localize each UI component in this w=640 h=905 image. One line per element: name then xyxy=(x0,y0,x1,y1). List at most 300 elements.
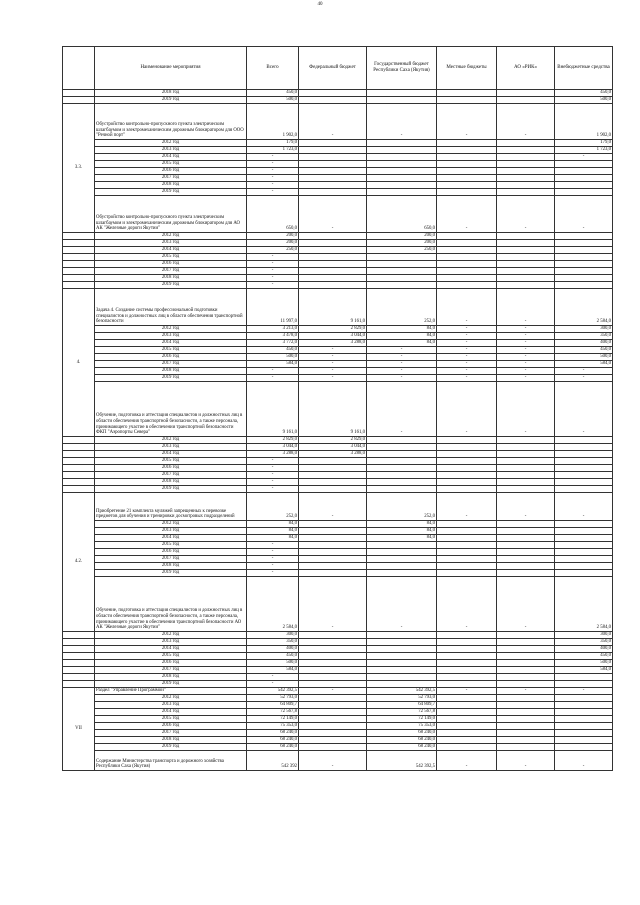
cell-state: 68 240,0 xyxy=(367,737,437,744)
cell-name: Приобретение 21 комплекта муляжей запрещенных к перевозке предметов для обучения и тренировки досмотровых подразделений xyxy=(95,493,247,521)
table-row-year xyxy=(63,479,613,486)
cell-extra xyxy=(555,737,613,744)
cell-local xyxy=(437,563,497,570)
cell-rik xyxy=(497,542,555,549)
cell-extra xyxy=(555,275,613,282)
cell-state xyxy=(367,97,437,104)
cell-federal: - xyxy=(299,104,367,140)
cell-federal xyxy=(299,247,367,254)
cell-name: 2018 год xyxy=(95,563,247,570)
cell-federal xyxy=(299,521,367,528)
cell-state: 84,0 xyxy=(367,333,437,340)
cell-rik xyxy=(497,282,555,289)
cell-total: 179,0 xyxy=(247,140,299,147)
cell-name: 2012 год xyxy=(95,140,247,147)
cell-rik xyxy=(497,702,555,709)
cell-state xyxy=(367,479,437,486)
cell-total: - xyxy=(247,368,299,375)
cell-extra: 2 584,0 xyxy=(555,289,613,326)
budget-table xyxy=(62,46,613,771)
cell-local xyxy=(437,90,497,97)
cell-federal xyxy=(299,90,367,97)
cell-state: 84,0 xyxy=(367,535,437,542)
cell-rik xyxy=(497,730,555,737)
cell-name: 2016 год xyxy=(95,723,247,730)
cell-state xyxy=(367,549,437,556)
cell-state: 72 567,8 xyxy=(367,709,437,716)
cell-name: Обустройство контрольно-пропускного пункта электрическим шлагбаумом и электромеханическим дорожным блокиратором для ООО "Речной порт" xyxy=(95,104,247,140)
cell-local xyxy=(437,472,497,479)
cell-rik xyxy=(497,154,555,161)
cell-state xyxy=(367,681,437,688)
cell-rik xyxy=(497,549,555,556)
cell-name: 2016 год xyxy=(95,168,247,175)
cell-name: 2017 год xyxy=(95,361,247,368)
table-row-activity xyxy=(63,493,613,521)
cell-federal xyxy=(299,723,367,730)
cell-total: 250,0 xyxy=(247,247,299,254)
cell-rik: - xyxy=(497,340,555,347)
cell-local xyxy=(437,161,497,168)
cell-rik xyxy=(497,723,555,730)
cell-rik: - xyxy=(497,368,555,375)
cell-name: 2019 год xyxy=(95,282,247,289)
cell-local xyxy=(437,465,497,472)
cell-rik xyxy=(497,521,555,528)
table-row-year xyxy=(63,744,613,751)
cell-federal xyxy=(299,275,367,282)
cell-total: - xyxy=(247,182,299,189)
cell-federal xyxy=(299,570,367,577)
cell-name: 2012 год xyxy=(95,695,247,702)
cell-extra xyxy=(555,549,613,556)
cell-extra xyxy=(555,437,613,444)
cell-local: - xyxy=(437,196,497,233)
cell-local xyxy=(437,282,497,289)
table-row-year xyxy=(63,632,613,639)
cell-state xyxy=(367,563,437,570)
table-row-year xyxy=(63,375,613,382)
cell-rik xyxy=(497,254,555,261)
cell-local xyxy=(437,695,497,702)
cell-federal xyxy=(299,632,367,639)
cell-code xyxy=(63,660,95,667)
cell-extra xyxy=(555,247,613,254)
cell-total: 84,0 xyxy=(247,528,299,535)
cell-federal xyxy=(299,189,367,196)
header-local: Местные бюджеты xyxy=(437,47,497,90)
cell-rik: - xyxy=(497,326,555,333)
cell-name: 2016 год xyxy=(95,660,247,667)
header-code xyxy=(63,47,95,90)
cell-federal: 3 288,0 xyxy=(299,340,367,347)
cell-total: 450,0 xyxy=(247,653,299,660)
cell-total: 1 723,0 xyxy=(247,147,299,154)
cell-name: 2018 год xyxy=(95,182,247,189)
cell-name: 2018 год xyxy=(95,674,247,681)
cell-name: 2019 год xyxy=(95,744,247,751)
cell-rik xyxy=(497,632,555,639)
cell-rik: - xyxy=(497,354,555,361)
cell-state xyxy=(367,147,437,154)
cell-state xyxy=(367,646,437,653)
cell-total: 52 793,0 xyxy=(247,695,299,702)
cell-local xyxy=(437,549,497,556)
cell-total: 68 240,0 xyxy=(247,737,299,744)
cell-rik xyxy=(497,240,555,247)
cell-total: - xyxy=(247,268,299,275)
cell-total: 542 392,5 xyxy=(247,688,299,695)
cell-name: 2013 год xyxy=(95,528,247,535)
cell-total: - xyxy=(247,563,299,570)
cell-code xyxy=(63,437,95,444)
cell-total: 3 288,0 xyxy=(247,451,299,458)
cell-total: 11 997,0 xyxy=(247,289,299,326)
cell-total: - xyxy=(247,458,299,465)
cell-extra xyxy=(555,182,613,189)
cell-total: 75 353,0 xyxy=(247,723,299,730)
cell-state xyxy=(367,570,437,577)
table-row-year xyxy=(63,737,613,744)
cell-rik xyxy=(497,261,555,268)
cell-extra xyxy=(555,261,613,268)
cell-federal xyxy=(299,97,367,104)
cell-local xyxy=(437,268,497,275)
cell-federal: 2 829,0 xyxy=(299,326,367,333)
cell-local xyxy=(437,458,497,465)
cell-total: 2 584,0 xyxy=(247,577,299,632)
cell-rik xyxy=(497,168,555,175)
cell-state xyxy=(367,254,437,261)
cell-extra xyxy=(555,240,613,247)
cell-state: 200,0 xyxy=(367,240,437,247)
table-row-activity xyxy=(63,104,613,140)
table-row-year xyxy=(63,639,613,646)
cell-code xyxy=(63,465,95,472)
cell-state xyxy=(367,444,437,451)
cell-extra: 300,0 xyxy=(555,326,613,333)
cell-federal: 3 044,0 xyxy=(299,333,367,340)
cell-local xyxy=(437,275,497,282)
table-row-year xyxy=(63,233,613,240)
cell-state: - xyxy=(367,382,437,437)
table-row-year xyxy=(63,354,613,361)
cell-rik xyxy=(497,486,555,493)
table-row-year xyxy=(63,340,613,347)
cell-federal xyxy=(299,639,367,646)
cell-rik xyxy=(497,175,555,182)
cell-state xyxy=(367,556,437,563)
cell-rik xyxy=(497,451,555,458)
table-row-year xyxy=(63,90,613,97)
cell-federal xyxy=(299,563,367,570)
cell-total: 450,0 xyxy=(247,347,299,354)
cell-federal xyxy=(299,702,367,709)
cell-federal xyxy=(299,646,367,653)
cell-name: 2013 год xyxy=(95,444,247,451)
cell-local xyxy=(437,140,497,147)
cell-local: - xyxy=(437,382,497,437)
cell-extra xyxy=(555,528,613,535)
cell-state: 250,0 xyxy=(367,247,437,254)
table-row-year xyxy=(63,268,613,275)
table-row-year xyxy=(63,97,613,104)
table-row-activity xyxy=(63,382,613,437)
cell-extra: - xyxy=(555,688,613,695)
cell-rik: - xyxy=(497,361,555,368)
cell-name: 2013 год xyxy=(95,240,247,247)
cell-local xyxy=(437,639,497,646)
cell-federal xyxy=(299,681,367,688)
cell-rik xyxy=(497,479,555,486)
cell-total: 450,0 xyxy=(247,90,299,97)
cell-name: 2013 год xyxy=(95,702,247,709)
cell-rik xyxy=(497,535,555,542)
cell-extra: 400,0 xyxy=(555,340,613,347)
cell-rik xyxy=(497,90,555,97)
table-row-year xyxy=(63,368,613,375)
cell-state: 75 353,0 xyxy=(367,723,437,730)
cell-state xyxy=(367,268,437,275)
cell-rik: - xyxy=(497,104,555,140)
cell-rik xyxy=(497,182,555,189)
cell-extra xyxy=(555,254,613,261)
cell-total: - xyxy=(247,570,299,577)
cell-name: 2017 год xyxy=(95,268,247,275)
cell-state: - xyxy=(367,375,437,382)
table-row-year xyxy=(63,653,613,660)
cell-name: 2017 год xyxy=(95,472,247,479)
table-row-year xyxy=(63,730,613,737)
cell-name: 2019 год xyxy=(95,486,247,493)
cell-local: - xyxy=(437,368,497,375)
cell-local: - xyxy=(437,688,497,695)
cell-name: 2012 год xyxy=(95,326,247,333)
cell-extra xyxy=(555,465,613,472)
cell-extra xyxy=(555,451,613,458)
cell-local xyxy=(437,437,497,444)
cell-name: 2019 год xyxy=(95,189,247,196)
cell-local xyxy=(437,240,497,247)
table-row-year xyxy=(63,549,613,556)
cell-total: 3 044,0 xyxy=(247,444,299,451)
cell-state: - xyxy=(367,104,437,140)
table-row-year xyxy=(63,182,613,189)
cell-name: 2012 год xyxy=(95,437,247,444)
cell-name: 2014 год xyxy=(95,247,247,254)
cell-rik: - xyxy=(497,751,555,771)
table-row-year xyxy=(63,556,613,563)
cell-local xyxy=(437,653,497,660)
cell-total: - xyxy=(247,556,299,563)
cell-extra xyxy=(555,716,613,723)
cell-federal xyxy=(299,175,367,182)
cell-rik xyxy=(497,556,555,563)
cell-state xyxy=(367,465,437,472)
cell-code xyxy=(63,282,95,289)
cell-state: 64 809,7 xyxy=(367,702,437,709)
cell-total: - xyxy=(247,674,299,681)
cell-state: - xyxy=(367,368,437,375)
cell-extra: - xyxy=(555,196,613,233)
cell-name: 2017 год xyxy=(95,556,247,563)
cell-total: - xyxy=(247,486,299,493)
cell-local xyxy=(437,716,497,723)
cell-state xyxy=(367,168,437,175)
table-row-year xyxy=(63,521,613,528)
cell-total: 72 149,0 xyxy=(247,716,299,723)
cell-local xyxy=(437,570,497,577)
cell-code xyxy=(63,268,95,275)
cell-federal xyxy=(299,472,367,479)
cell-name: 2015 год xyxy=(95,716,247,723)
cell-federal xyxy=(299,542,367,549)
cell-state xyxy=(367,282,437,289)
cell-total: - xyxy=(247,282,299,289)
cell-local: - xyxy=(437,577,497,632)
cell-federal xyxy=(299,465,367,472)
cell-local xyxy=(437,168,497,175)
cell-federal xyxy=(299,261,367,268)
cell-total: - xyxy=(247,549,299,556)
cell-federal xyxy=(299,667,367,674)
table-body xyxy=(63,90,613,771)
cell-federal: - xyxy=(299,347,367,354)
table-row-year xyxy=(63,528,613,535)
cell-federal xyxy=(299,168,367,175)
cell-code xyxy=(63,233,95,240)
cell-state: - xyxy=(367,347,437,354)
cell-total: 200,0 xyxy=(247,240,299,247)
cell-rik xyxy=(497,570,555,577)
cell-rik: - xyxy=(497,289,555,326)
cell-federal xyxy=(299,716,367,723)
cell-name: 2014 год xyxy=(95,535,247,542)
cell-state xyxy=(367,674,437,681)
cell-name: 2012 год xyxy=(95,632,247,639)
cell-state xyxy=(367,182,437,189)
table-row-activity xyxy=(63,196,613,233)
cell-code: 3.3. xyxy=(63,104,95,233)
cell-name: 2015 год xyxy=(95,458,247,465)
table-row-year xyxy=(63,465,613,472)
cell-local xyxy=(437,175,497,182)
cell-federal xyxy=(299,744,367,751)
cell-extra: 450,0 xyxy=(555,653,613,660)
cell-federal xyxy=(299,556,367,563)
cell-state xyxy=(367,90,437,97)
cell-name: 2018 год xyxy=(95,275,247,282)
cell-name: 2013 год xyxy=(95,333,247,340)
cell-local xyxy=(437,730,497,737)
cell-extra: - xyxy=(555,751,613,771)
cell-total: 542 392 xyxy=(247,751,299,771)
cell-local xyxy=(437,646,497,653)
cell-extra: 500,0 xyxy=(555,97,613,104)
cell-extra: 1 723,0 xyxy=(555,147,613,154)
cell-state xyxy=(367,542,437,549)
cell-rik xyxy=(497,563,555,570)
cell-code xyxy=(63,667,95,674)
cell-rik xyxy=(497,472,555,479)
cell-total: 252,0 xyxy=(247,493,299,521)
cell-rik xyxy=(497,646,555,653)
cell-total: - xyxy=(247,161,299,168)
cell-total: 68 240,0 xyxy=(247,730,299,737)
cell-code: VII xyxy=(63,688,95,771)
cell-state: - xyxy=(367,577,437,632)
cell-name: 2017 год xyxy=(95,730,247,737)
cell-extra xyxy=(555,730,613,737)
cell-extra xyxy=(555,233,613,240)
table-row-year xyxy=(63,147,613,154)
cell-rik xyxy=(497,147,555,154)
cell-federal: 9 161,0 xyxy=(299,289,367,326)
cell-local xyxy=(437,182,497,189)
cell-name: 2017 год xyxy=(95,175,247,182)
cell-name: 2016 год xyxy=(95,354,247,361)
cell-extra xyxy=(555,674,613,681)
table-row-year xyxy=(63,702,613,709)
cell-code xyxy=(63,674,95,681)
cell-rik xyxy=(497,247,555,254)
cell-local: - xyxy=(437,104,497,140)
cell-name: 2012 год xyxy=(95,233,247,240)
table-row-year xyxy=(63,458,613,465)
cell-federal: 3 044,0 xyxy=(299,444,367,451)
cell-total: - xyxy=(247,375,299,382)
table-row-year xyxy=(63,646,613,653)
cell-rik: - xyxy=(497,375,555,382)
cell-extra xyxy=(555,189,613,196)
table-row-year xyxy=(63,154,613,161)
cell-state xyxy=(367,161,437,168)
cell-rik xyxy=(497,97,555,104)
cell-total: 68 240,0 xyxy=(247,744,299,751)
cell-extra: - xyxy=(555,154,613,161)
cell-state: 68 240,0 xyxy=(367,730,437,737)
cell-total: 84,0 xyxy=(247,521,299,528)
cell-state: 252,0 xyxy=(367,493,437,521)
cell-state xyxy=(367,451,437,458)
cell-name: 2019 год xyxy=(95,375,247,382)
cell-local: - xyxy=(437,493,497,521)
cell-federal xyxy=(299,458,367,465)
cell-state: 252,0 xyxy=(367,289,437,326)
cell-rik xyxy=(497,744,555,751)
table-row-year xyxy=(63,451,613,458)
cell-total: 500,0 xyxy=(247,354,299,361)
cell-federal: - xyxy=(299,361,367,368)
table-row-activity xyxy=(63,688,613,695)
cell-local: - xyxy=(437,347,497,354)
cell-extra: 179,0 xyxy=(555,140,613,147)
cell-rik xyxy=(497,275,555,282)
cell-code xyxy=(63,479,95,486)
cell-federal xyxy=(299,182,367,189)
cell-rik xyxy=(497,189,555,196)
cell-local xyxy=(437,674,497,681)
header-rik: АО «РИК» xyxy=(497,47,555,90)
table-row-year xyxy=(63,660,613,667)
cell-federal: - xyxy=(299,577,367,632)
cell-rik xyxy=(497,444,555,451)
cell-extra xyxy=(555,282,613,289)
cell-extra: 2 584,0 xyxy=(555,577,613,632)
cell-state xyxy=(367,154,437,161)
cell-code xyxy=(63,486,95,493)
cell-state xyxy=(367,639,437,646)
